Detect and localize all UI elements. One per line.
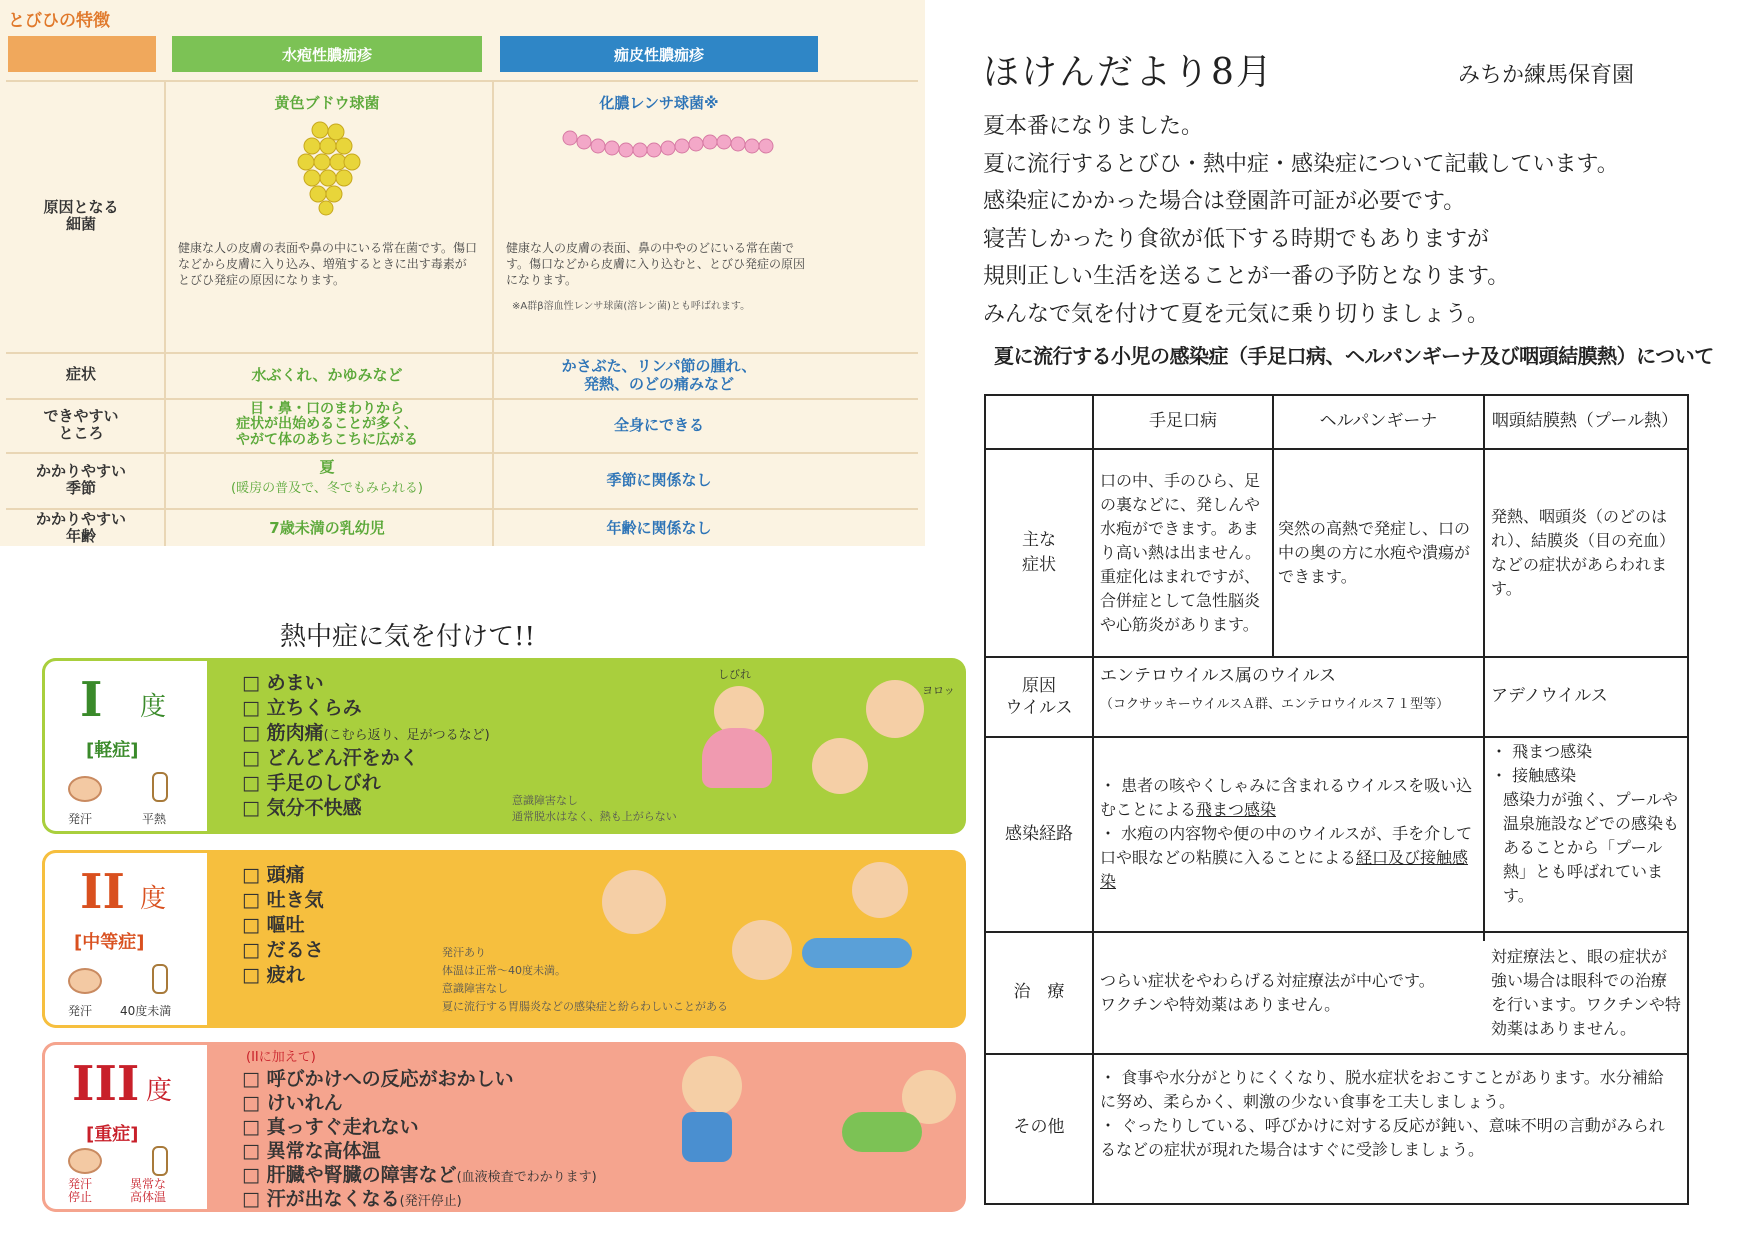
level-1-icon-label-temp: 平熱: [142, 812, 167, 826]
header-bullous: 水疱性膿痂疹: [172, 36, 482, 72]
intro-line: みんなで気を付けて夏を元気に乗り切りましょう。: [983, 301, 1490, 327]
level-2-icon-label-sweat: 発汗: [68, 1004, 93, 1018]
level-2-note: 意識障害なし: [442, 982, 508, 995]
level-1-item: □ どんどん汗をかく: [242, 747, 419, 769]
intro-line: 感染症にかかった場合は登園許可証が必要です。: [983, 189, 1466, 214]
cause-nonbullous-name: 化膿レンサ球菌※: [599, 94, 719, 112]
level-2-item: □ 嘔吐: [242, 914, 305, 936]
level-1-note: 意識障害なし: [512, 794, 578, 807]
symptom-nonbullous: かさぶた、リンパ節の腫れ、 発熱、のどの痛みなど: [561, 357, 757, 393]
place-nonbullous: 全身にできる: [613, 416, 704, 434]
level-3-icon-label-temp: 異常な 高体温: [130, 1177, 167, 1204]
level-3-item-sub: (血液検査でわかります): [456, 1170, 597, 1185]
tired-boy-illustration: [852, 862, 908, 918]
headache-girl-illustration: [602, 870, 666, 934]
impetigo-heading: とびひの特徴: [8, 11, 110, 31]
level-3-item: □ 呼びかけへの反応がおかしい: [242, 1068, 514, 1090]
level-2-item: □ 頭痛: [242, 864, 305, 886]
level-3-item-sub: (発汗停止): [399, 1194, 462, 1209]
cause-nonbullous-desc: 健康な人の皮膚の表面、鼻の中やのどにいる常在菌です。傷口などから皮膚に入り込むと、とびひ発症の原因になります。: [506, 241, 806, 288]
lying-boy-body-illustration: [802, 938, 912, 968]
season-bullous-sub: (暖房の普及で、冬でもみられる): [231, 481, 423, 497]
heat-level-2: [42, 850, 966, 1028]
level-2-item: □ 吐き気: [242, 889, 324, 911]
route-term: 経口及び接触感染: [1100, 848, 1469, 891]
route-item: ・ 水疱の内容物や便の中のウイルスが、手を介して口や眼などの粘膜に入ることによる経口及び接触感染: [1100, 824, 1473, 891]
sweating-face-icon: [68, 968, 102, 994]
level-1-item: □ 気分不快感: [242, 797, 362, 819]
label-treatment: 治 療: [1013, 982, 1065, 1003]
level-1-item: □ 筋肉痛(こむら返り、足がつるなど): [242, 722, 490, 744]
level-1-item-sub: (こむら返り、足がつるなど): [323, 728, 490, 743]
streptococcus-illustration: [560, 128, 790, 168]
header-nonbullous: 痂皮性膿痂疹: [500, 36, 818, 72]
level-3-severity: [重症]: [86, 1124, 139, 1145]
level-1-item: □ 手足のしびれ: [242, 772, 381, 794]
staphylococcus-illustration: [290, 118, 370, 218]
level-2-severity: [中等症]: [74, 932, 145, 953]
lying-boy-illustration: [732, 920, 792, 980]
route-pcf: [1491, 740, 1681, 930]
infection-table: [984, 394, 1689, 1205]
impetigo-chart: [0, 0, 925, 546]
intro-line: 夏に流行するとびひ・熱中症・感染症について記載しています。: [983, 151, 1619, 177]
route-item: ・ 接触感染: [1491, 766, 1577, 785]
level-1-note: 通常脱水はなく、熱も上がらない: [512, 810, 677, 823]
level-2-note: 発汗あり: [442, 946, 486, 959]
level-3-item: □ 汗が出なくなる(発汗停止): [242, 1188, 462, 1210]
symptom-pcf: 発熱、咽頭炎（のどのはれ）、結膜炎（目の充血）などの症状があらわれます。: [1491, 507, 1676, 598]
virus-enterovirus-sub: （コクサッキーウイルスＡ群、エンテロウイルス７１型等）: [1100, 697, 1450, 713]
kid-label-stagger: ヨロッ: [922, 684, 955, 697]
route-term: 飛まつ感染: [1196, 800, 1277, 819]
symptom-bullous: 水ぶくれ、かゆみなど: [251, 366, 403, 384]
thermometer-icon: [152, 964, 168, 994]
staggering-boy-illustration: [866, 680, 924, 738]
staggering-boy-illustration: [682, 1056, 742, 1116]
row-label-cause: 原因となる 細菌: [43, 197, 119, 233]
intro-line: 規則正しい生活を送ることが一番の予防となります。: [983, 264, 1510, 289]
age-bullous: 7歳未満の乳幼児: [269, 519, 385, 537]
symptom-herpangina: 突然の高熱で発症し、口の中の奥の方に水疱や潰瘍ができます。: [1278, 519, 1471, 586]
sweating-face-icon: [68, 776, 102, 802]
thermometer-icon: [152, 772, 168, 802]
kid-label-numb: しびれ: [718, 668, 751, 681]
level-2-roman: II: [80, 864, 125, 920]
heat-level-1: [42, 658, 966, 834]
level-3-item: □ 肝臓や腎臓の障害など(血液検査でわかります): [242, 1164, 597, 1186]
level-3-do: 度: [146, 1076, 173, 1106]
row-label-symptom: 症状: [65, 365, 96, 384]
level-1-item: □ めまい: [242, 672, 324, 694]
cause-nonbullous-note: ※A群β溶血性レンサ球菌(溶レン菌)とも呼ばれます。: [512, 301, 751, 312]
convulsing-boy-body-illustration: [842, 1112, 922, 1152]
route-item: ・ 患者の咳やくしゃみに含まれるウイルスを吸い込むことによる飛まつ感染: [1100, 776, 1473, 819]
boy-body-illustration: [682, 1112, 732, 1162]
header-pharyngoconjunctival-fever: 咽頭結膜熱（プール熱）: [1491, 411, 1679, 432]
label-symptoms: 主な 症状: [1022, 529, 1056, 575]
virus-adenovirus: アデノウイルス: [1491, 686, 1608, 707]
other-notes: [1100, 1066, 1678, 1196]
level-3-icon-label-sweat: 発汗 停止: [68, 1177, 93, 1204]
intro-line: 寝苦しかったり食欲が低下する時期でもありますが: [983, 226, 1490, 252]
level-1-do: 度: [140, 692, 167, 722]
other-item: ・ 食事や水分がとりにくくなり、脱水症状をおこすことがあります。水分補給に努め、柔らかく、刺激の少ない食事を工夫しましょう。: [1100, 1068, 1664, 1111]
thermometer-icon: [152, 1146, 168, 1176]
season-bullous: 夏: [319, 458, 335, 476]
route-item: ・ 飛まつ感染: [1491, 742, 1593, 761]
sweatless-face-icon: [68, 1148, 102, 1174]
heat-level-3: [42, 1042, 966, 1212]
route-hfmd-herpangina: [1100, 744, 1480, 930]
label-virus: 原因 ウイルス: [1005, 675, 1073, 718]
place-bullous: 目・鼻・口のまわりから 症状が出始めることが多く、 やがて体のあちこちに広がる: [236, 400, 418, 448]
level-2-item: □ だるさ: [242, 939, 324, 961]
infection-table-title: 夏に流行する小児の感染症（手足口病、ヘルパンギーナ及び咽頭結膜熱）について: [994, 344, 1714, 368]
header-hfmd: 手足口病: [1149, 411, 1217, 432]
cause-bullous-name: 黄色ブドウ球菌: [274, 94, 380, 112]
level-3-roman: III: [72, 1056, 140, 1112]
season-nonbullous: 季節に関係なし: [606, 471, 712, 489]
treatment-pcf: 対症療法と、眼の症状が強い場合は眼科での治療を行います。ワクチンや特効薬はありません。: [1491, 947, 1681, 1038]
level-2-icon-label-temp: 40度未満: [120, 1004, 172, 1018]
level-1-roman: I: [80, 672, 103, 728]
virus-enterovirus: エンテロウイルス属のウイルス: [1100, 666, 1336, 687]
level-3-item: □ けいれん: [242, 1092, 343, 1114]
header-herpangina: ヘルパンギーナ: [1319, 411, 1438, 432]
school-name: みちか練馬保育園: [1458, 63, 1635, 88]
level-3-item: □ 異常な高体温: [242, 1140, 381, 1162]
row-label-age: かかりやすい 年齢: [35, 509, 126, 545]
level-3-prefix: (IIに加えて): [246, 1050, 316, 1065]
treatment-common: つらい症状をやわらげる対症療法が中心です。 ワクチンや特効薬はありません。: [1100, 971, 1435, 1014]
header-blank: [8, 36, 156, 72]
level-2-note: 夏に流行する胃腸炎などの感染症と紛らわしいことがある: [442, 1000, 728, 1013]
newsletter-title: ほけんだより8月: [983, 52, 1274, 93]
heatstroke-title: 熱中症に気を付けて!!: [280, 622, 535, 652]
level-2-do: 度: [140, 884, 167, 914]
row-label-place: できやすい ところ: [43, 406, 119, 442]
age-nonbullous: 年齢に関係なし: [606, 519, 712, 537]
intro-line: 夏本番になりました。: [983, 114, 1204, 139]
level-1-item: □ 立ちくらみ: [242, 697, 362, 719]
girl-body-illustration: [702, 728, 772, 788]
level-2-item: □ 疲れ: [242, 964, 305, 986]
sweating-boy-illustration: [812, 738, 868, 794]
intro-text: [983, 108, 1619, 333]
level-2-note: 体温は正常〜40度未満。: [442, 964, 566, 977]
other-item: ・ ぐったりしている、呼びかけに対する反応が鈍い、意味不明の言動がみられるなどの症状が現れた場合はすぐに受診しましょう。: [1100, 1116, 1665, 1159]
symptom-hfmd: 口の中、手のひら、足の裏などに、発しんや水疱ができます。あまり高い熱は出ません。重症化はまれですが、合併症として急性脳炎や心筋炎があります。: [1100, 471, 1261, 634]
label-route: 感染経路: [1005, 823, 1073, 844]
level-1-icon-label-sweat: 発汗: [68, 812, 93, 826]
cause-bullous-desc: 健康な人の皮膚の表面や鼻の中にいる常在菌です。傷口などから皮膚に入り込み、増殖するときに出す毒素がとびひ発症の原因になります。: [178, 241, 478, 288]
level-1-severity: [軽症]: [86, 740, 139, 761]
label-other: その他: [1013, 1117, 1065, 1138]
route-item: 感染力が強く、プールや温泉施設などでの感染もあることから「プール熱」とも呼ばれています。: [1503, 790, 1680, 905]
row-label-season: かかりやすい 季節: [35, 461, 126, 497]
level-3-item: □ 真っすぐ走れない: [242, 1116, 419, 1138]
